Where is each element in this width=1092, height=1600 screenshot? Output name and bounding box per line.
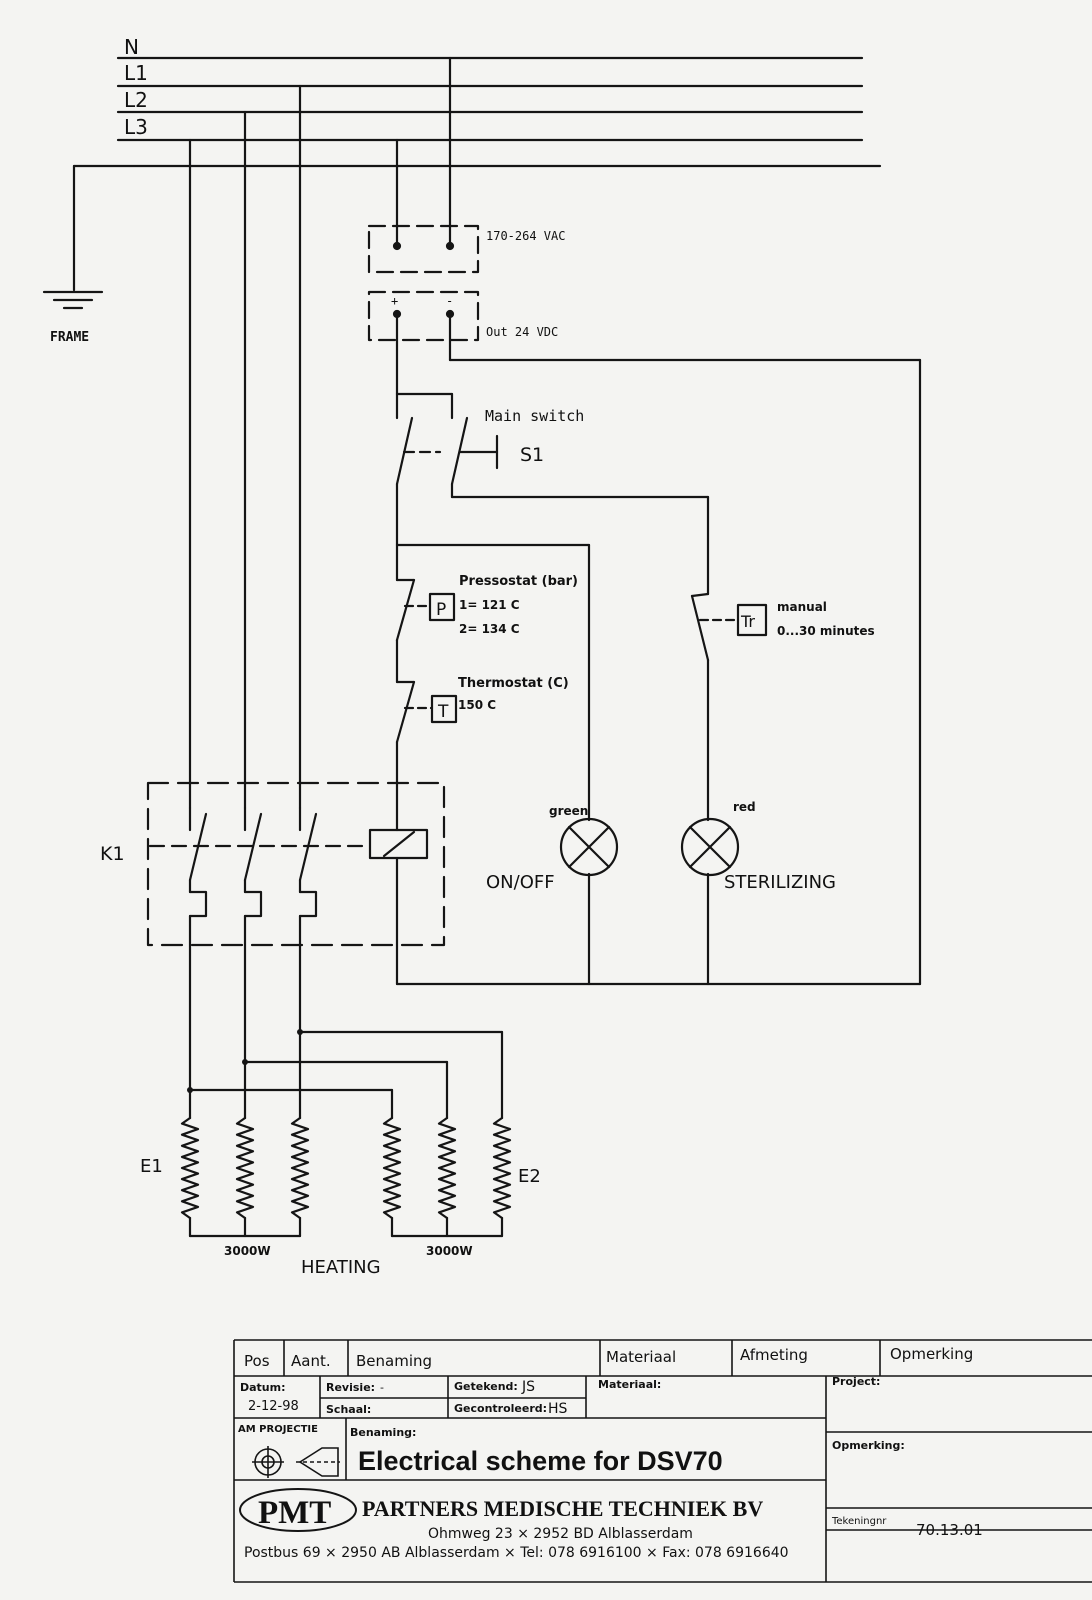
gecontroleerd-value: HS [548,1401,568,1417]
contactor-tag: K1 [100,843,125,865]
revisie-value: - [380,1381,384,1394]
psu-plus: + [391,294,399,308]
company-name: PARTNERS MEDISCHE TECHNIEK BV [362,1496,764,1521]
pressostat-setting-1: 1= 121 C [459,598,520,612]
psu-output-label: Out 24 VDC [486,325,559,339]
company-address-2: Postbus 69 × 2950 AB Alblasserdam × Tel: 078 6916100 × Fax: 078 6916640 [244,1545,789,1561]
s1-tag: S1 [520,444,545,466]
logo-text: PMT [258,1495,332,1531]
red-lamp-caption: STERILIZING [724,872,836,893]
pressostat-setting-2: 2= 134 C [459,622,520,636]
resistor-e1-2 [237,1118,253,1218]
resistor-e2-2 [439,1118,455,1218]
green-lamp [561,819,617,875]
frame-ground [44,166,102,308]
timer-mode: manual [777,600,827,614]
opmerking-label: Opmerking: [832,1439,905,1452]
thermostat-symbol: T [438,702,449,722]
resistor-e2-1 [384,1118,400,1218]
resistor-e1-1 [182,1118,198,1218]
contactor-k1-enclosure [148,783,444,945]
datum-label: Datum: [240,1381,286,1394]
datum-value: 2-12-98 [248,1399,299,1414]
psu-input-label: 170-264 VAC [486,229,566,243]
materiaal-label: Materiaal: [598,1378,662,1391]
projection-symbol-icon [252,1446,340,1478]
getekend-label: Getekend: [454,1380,518,1393]
benaming-label: Benaming: [350,1426,417,1439]
label-l3: L3 [124,115,148,139]
drawing-number: 70.13.01 [916,1521,983,1539]
timer-range: 0...30 minutes [777,624,875,638]
thermostat-setting: 150 C [458,698,497,712]
label-l2: L2 [124,88,148,112]
header-pos: Pos [244,1352,270,1370]
header-aant: Aant. [291,1352,331,1370]
pressostat-title: Pressostat (bar) [459,574,578,589]
resistor-e2-3 [494,1118,510,1218]
red-lamp [682,819,738,875]
heater-e1-tag: E1 [140,1156,163,1177]
main-switch-label: Main switch [485,407,585,425]
drawing-title: Electrical scheme for DSV70 [358,1446,723,1476]
label-n: N [124,35,139,59]
heater-elements [182,1118,510,1218]
timer-symbol: Tr [741,612,755,631]
am-projectie-label: AM PROJECTIE [238,1424,318,1435]
project-label: Project: [832,1375,881,1388]
contactor-coil [370,830,427,984]
heater-feeds [190,1032,502,1118]
power-supply-unit [369,226,478,340]
tekeningnr-label: Tekeningnr [832,1516,887,1527]
green-lamp-color: green [549,804,589,818]
gecontroleerd-label: Gecontroleerd: [454,1402,548,1415]
heater-star-points [190,1218,502,1236]
red-lamp-color: red [733,800,756,814]
heater-e1-power: 3000W [224,1244,271,1258]
contactor-poles [150,808,370,1090]
heater-e2-power: 3000W [426,1244,473,1258]
schaal-label: Schaal: [326,1403,372,1416]
green-lamp-caption: ON/OFF [486,872,555,893]
getekend-value: JS [522,1379,536,1395]
pressostat-symbol: P [436,600,447,620]
header-benaming: Benaming [356,1352,433,1370]
phase-drops [190,86,300,808]
revisie-label: Revisie: [326,1381,376,1394]
supply-bus [74,58,880,166]
frame-label: FRAME [50,330,90,345]
header-afmeting: Afmeting [740,1346,808,1364]
resistor-e1-3 [292,1118,308,1218]
label-l1: L1 [124,61,148,85]
pmt-logo [240,1489,356,1531]
company-address-1: Ohmweg 23 × 2952 BD Alblasserdam [428,1526,693,1542]
header-materiaal: Materiaal [606,1348,677,1366]
header-opmerking: Opmerking [890,1345,974,1363]
thermostat-title: Thermostat (C) [458,676,569,691]
title-block-headers [244,1345,973,1370]
heater-e2-tag: E2 [518,1166,541,1187]
heating-caption: HEATING [301,1257,381,1278]
psu-minus: - [446,294,454,308]
